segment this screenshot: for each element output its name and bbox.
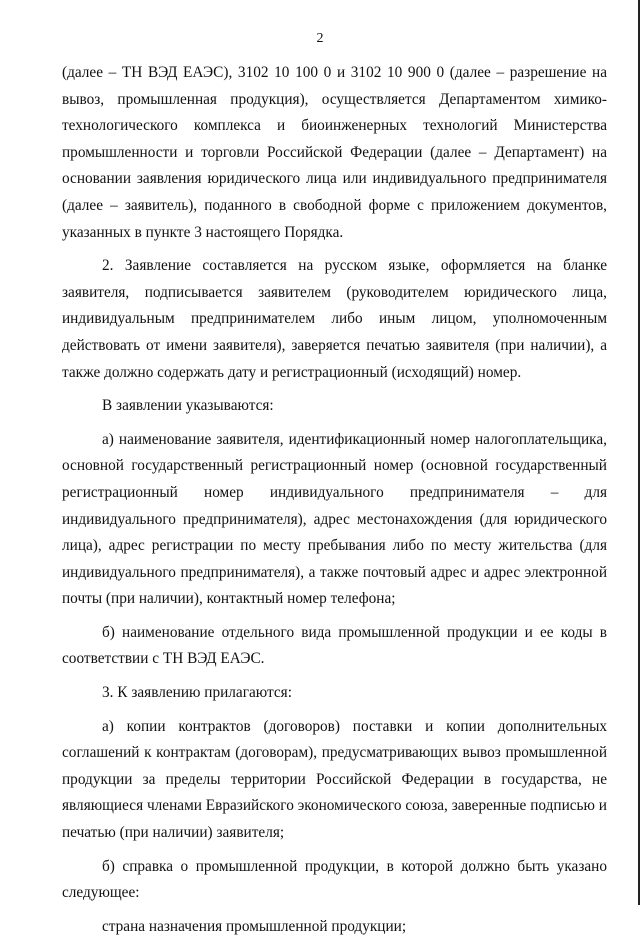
paragraph-application-contents-heading: В заявлении указываются:: [102, 397, 274, 415]
paragraph-item-a-contracts: а) копии контрактов (договоров) поставки и копии дополнительных соглашений к контрактам (договорам), предусматривающих вывоз промышленной продукции за пределы территории Российской Федерации в государства, не являющиеся членами Евразийского экономического союза, заверенные подписью и печатью (при наличии) заявителя;: [62, 717, 607, 842]
paragraph-item-b-product: б) наименование отдельного вида промышленной продукции и ее коды в соответствии с ТН ВЭД ЕАЭС.: [62, 623, 607, 668]
paragraph-clause-3: 3. К заявлению прилагаются:: [102, 684, 292, 702]
paragraph-intro: (далее – ТН ВЭД ЕАЭС), 3102 10 100 0 и 3102 10 900 0 (далее – разрешение на вывоз, промышленная продукция), осуществляется Департаментом химико-технологического комплекса и биоинженерных технологий Министерства промышленности и торговли Российской Федерации (далее – Департамент) на основании заявления юридического лица или индивидуального предпринимателя (далее – заявитель), поданного в свободной форме с приложением документов, указанных в пункте 3 настоящего Порядка.: [62, 64, 607, 241]
paragraph-item-b-certificate: б) справка о промышленной продукции, в которой должно быть указано следующее:: [62, 857, 607, 902]
paragraph-destination-country: страна назначения промышленной продукции;: [102, 917, 407, 935]
page-number: 2: [316, 31, 324, 46]
paragraph-clause-2: 2. Заявление составляется на русском языке, оформляется на бланке заявителя, подписывается заявителем (руководителем юридического лица, индивидуальным предпринимателем либо иным лицом, уполномоченным действовать от имени заявителя), заверяется печатью заявителя (при наличии), а также должно содержать дату и регистрационный (исходящий) номер.: [62, 257, 607, 381]
document-body: [62, 60, 607, 940]
paragraph-item-a-applicant: а) наименование заявителя, идентификационный номер налогоплательщика, основной государственный регистрационный номер (основной государственный регистрационный номер индивидуального предпринимателя – для индивидуального предпринимателя), адрес местонахождения (для юридического лица), адрес регистрации по месту пребывания либо по месту жительства (для индивидуального предпринимателя), а также почтовый адрес и адрес электронной почты (при наличии), контактный номер телефона;: [62, 430, 607, 608]
